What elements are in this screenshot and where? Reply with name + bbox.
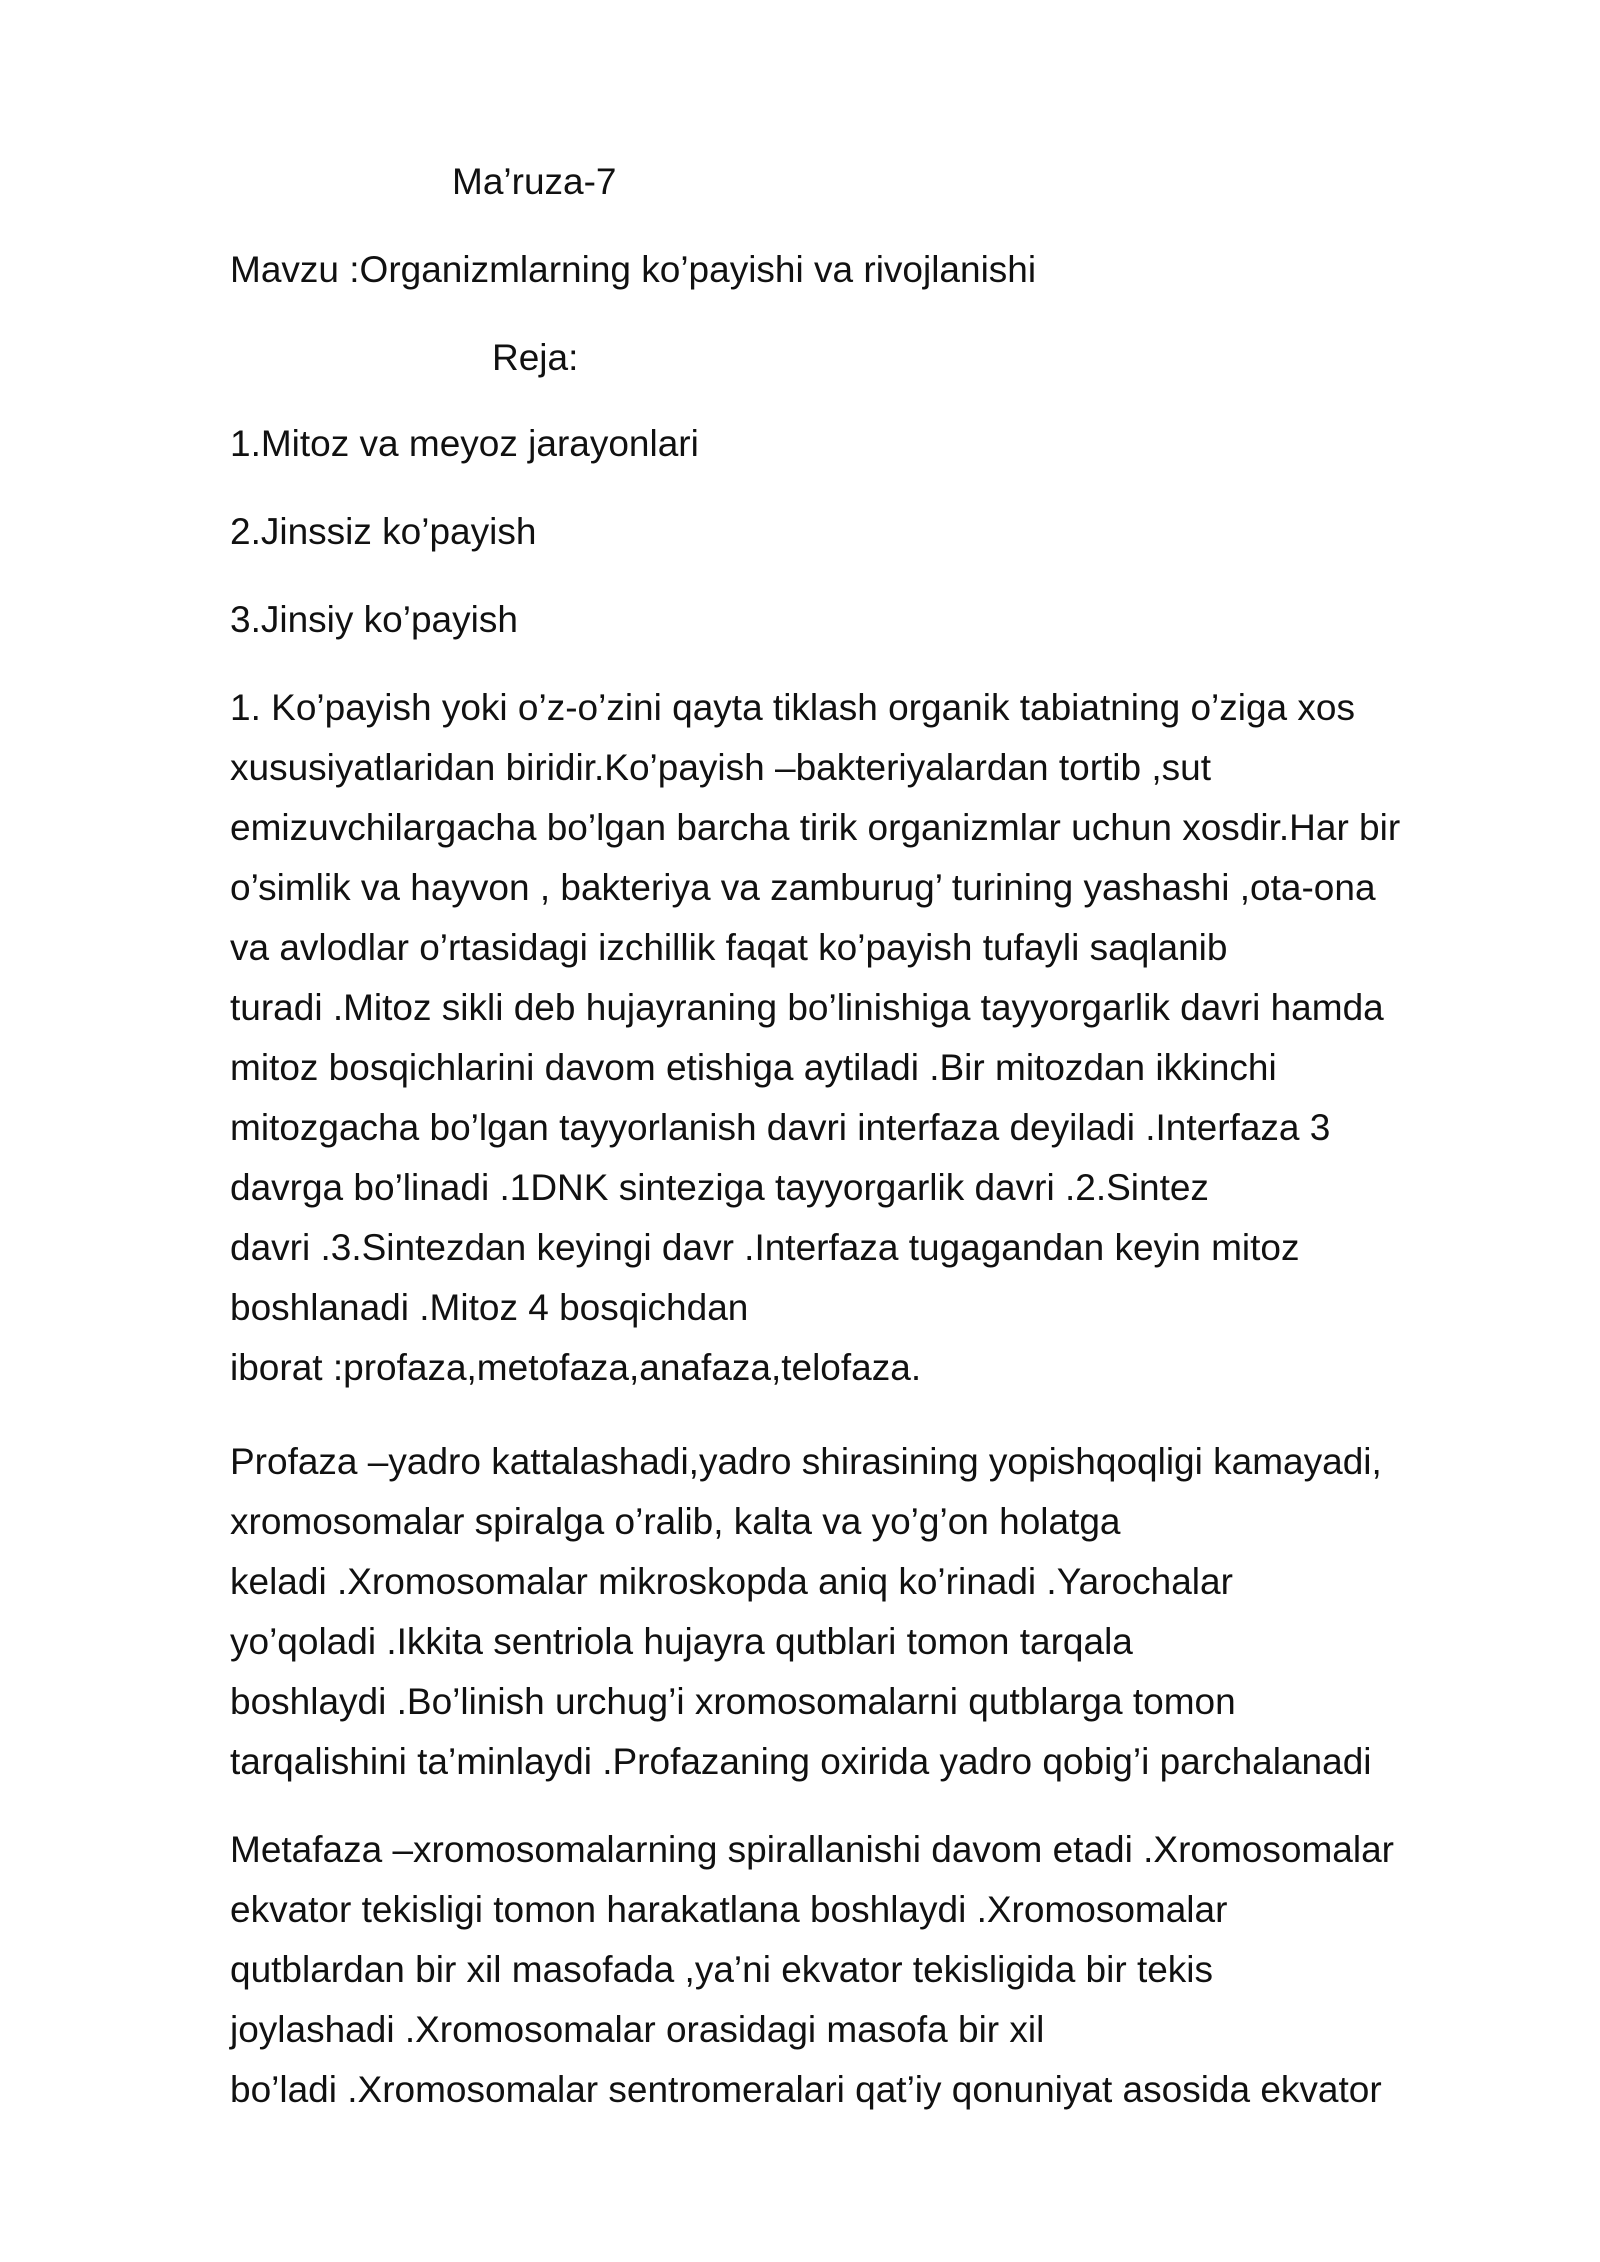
paragraph-1 xyxy=(230,678,1510,1398)
topic-line: Mavzu :Organizmlarning ko’payishi va rivojlanishi xyxy=(230,249,1037,290)
paragraph-1-line: va avlodlar o’rtasidagi izchillik faqat ko’payish tufayli saqlanib xyxy=(230,927,1228,968)
paragraph-3-line: ekvator tekisligi tomon harakatlana boshlaydi .Xromosomalar xyxy=(230,1889,1228,1930)
plan-heading: Reja: xyxy=(492,337,579,378)
paragraph-3-line: joylashadi .Xromosomalar orasidagi masofa bir xil xyxy=(230,2009,1045,2050)
paragraph-1-line: 1. Ko’payish yoki o’z-o’zini qayta tiklash organik tabiatning o’ziga xos xyxy=(230,687,1355,728)
paragraph-1-line: iborat :profaza,metofaza,anafaza,telofaza. xyxy=(230,1347,922,1388)
paragraph-2-line: Profaza –yadro kattalashadi,yadro shirasining yopishqoqligi kamayadi, xyxy=(230,1441,1382,1482)
paragraph-1-line: emizuvchilargacha bo’lgan barcha tirik organizmlar uchun xosdir.Har bir xyxy=(230,807,1401,848)
lecture-title: Ma’ruza-7 xyxy=(452,161,617,202)
paragraph-3-line: Metafaza –xromosomalarning spirallanishi davom etadi .Xromosomalar xyxy=(230,1829,1394,1870)
paragraph-1-line: mitoz bosqichlarini davom etishiga aytiladi .Bir mitozdan ikkinchi xyxy=(230,1047,1277,1088)
paragraph-2-line: keladi .Xromosomalar mikroskopda aniq ko’rinadi .Yarochalar xyxy=(230,1561,1233,1602)
paragraph-1-line: mitozgacha bo’lgan tayyorlanish davri interfaza deyiladi .Interfaza 3 xyxy=(230,1107,1331,1148)
paragraph-3-line: bo’ladi .Xromosomalar sentromeralari qat’iy qonuniyat asosida ekvator xyxy=(230,2069,1382,2110)
plan-item-3: 3.Jinsiy ko’payish xyxy=(230,599,518,640)
paragraph-2-line: boshlaydi .Bo’linish urchug’i xromosomalarni qutblarga tomon xyxy=(230,1681,1236,1722)
plan-item-2: 2.Jinssiz ko’payish xyxy=(230,511,537,552)
paragraph-1-line: turadi .Mitoz sikli deb hujayraning bo’linishiga tayyorgarlik davri hamda xyxy=(230,987,1384,1028)
paragraph-1-line: davrga bo’linadi .1DNK sinteziga tayyorgarlik davri .2.Sintez xyxy=(230,1167,1209,1208)
paragraph-3 xyxy=(230,1820,1510,2120)
paragraph-1-line: boshlanadi .Mitoz 4 bosqichdan xyxy=(230,1287,749,1328)
paragraph-2-line: yo’qoladi .Ikkita sentriola hujayra qutblari tomon tarqala xyxy=(230,1621,1133,1662)
paragraph-3-line: qutblardan bir xil masofada ,ya’ni ekvator tekisligida bir tekis xyxy=(230,1949,1214,1990)
paragraph-2-line: xromosomalar spiralga o’ralib, kalta va yo’g’on holatga xyxy=(230,1501,1121,1542)
plan-item-1: 1.Mitoz va meyoz jarayonlari xyxy=(230,423,699,464)
paragraph-1-line: davri .3.Sintezdan keyingi davr .Interfaza tugagandan keyin mitoz xyxy=(230,1227,1300,1268)
paragraph-1-line: o’simlik va hayvon , bakteriya va zamburug’ turining yashashi ,ota-ona xyxy=(230,867,1376,908)
paragraph-1-line: xususiyatlaridan biridir.Ko’payish –bakteriyalardan tortib ,sut xyxy=(230,747,1212,788)
paragraph-2-line: tarqalishini ta’minlaydi .Profazaning oxirida yadro qobig’i parchalanadi xyxy=(230,1741,1372,1782)
paragraph-2 xyxy=(230,1432,1510,1792)
